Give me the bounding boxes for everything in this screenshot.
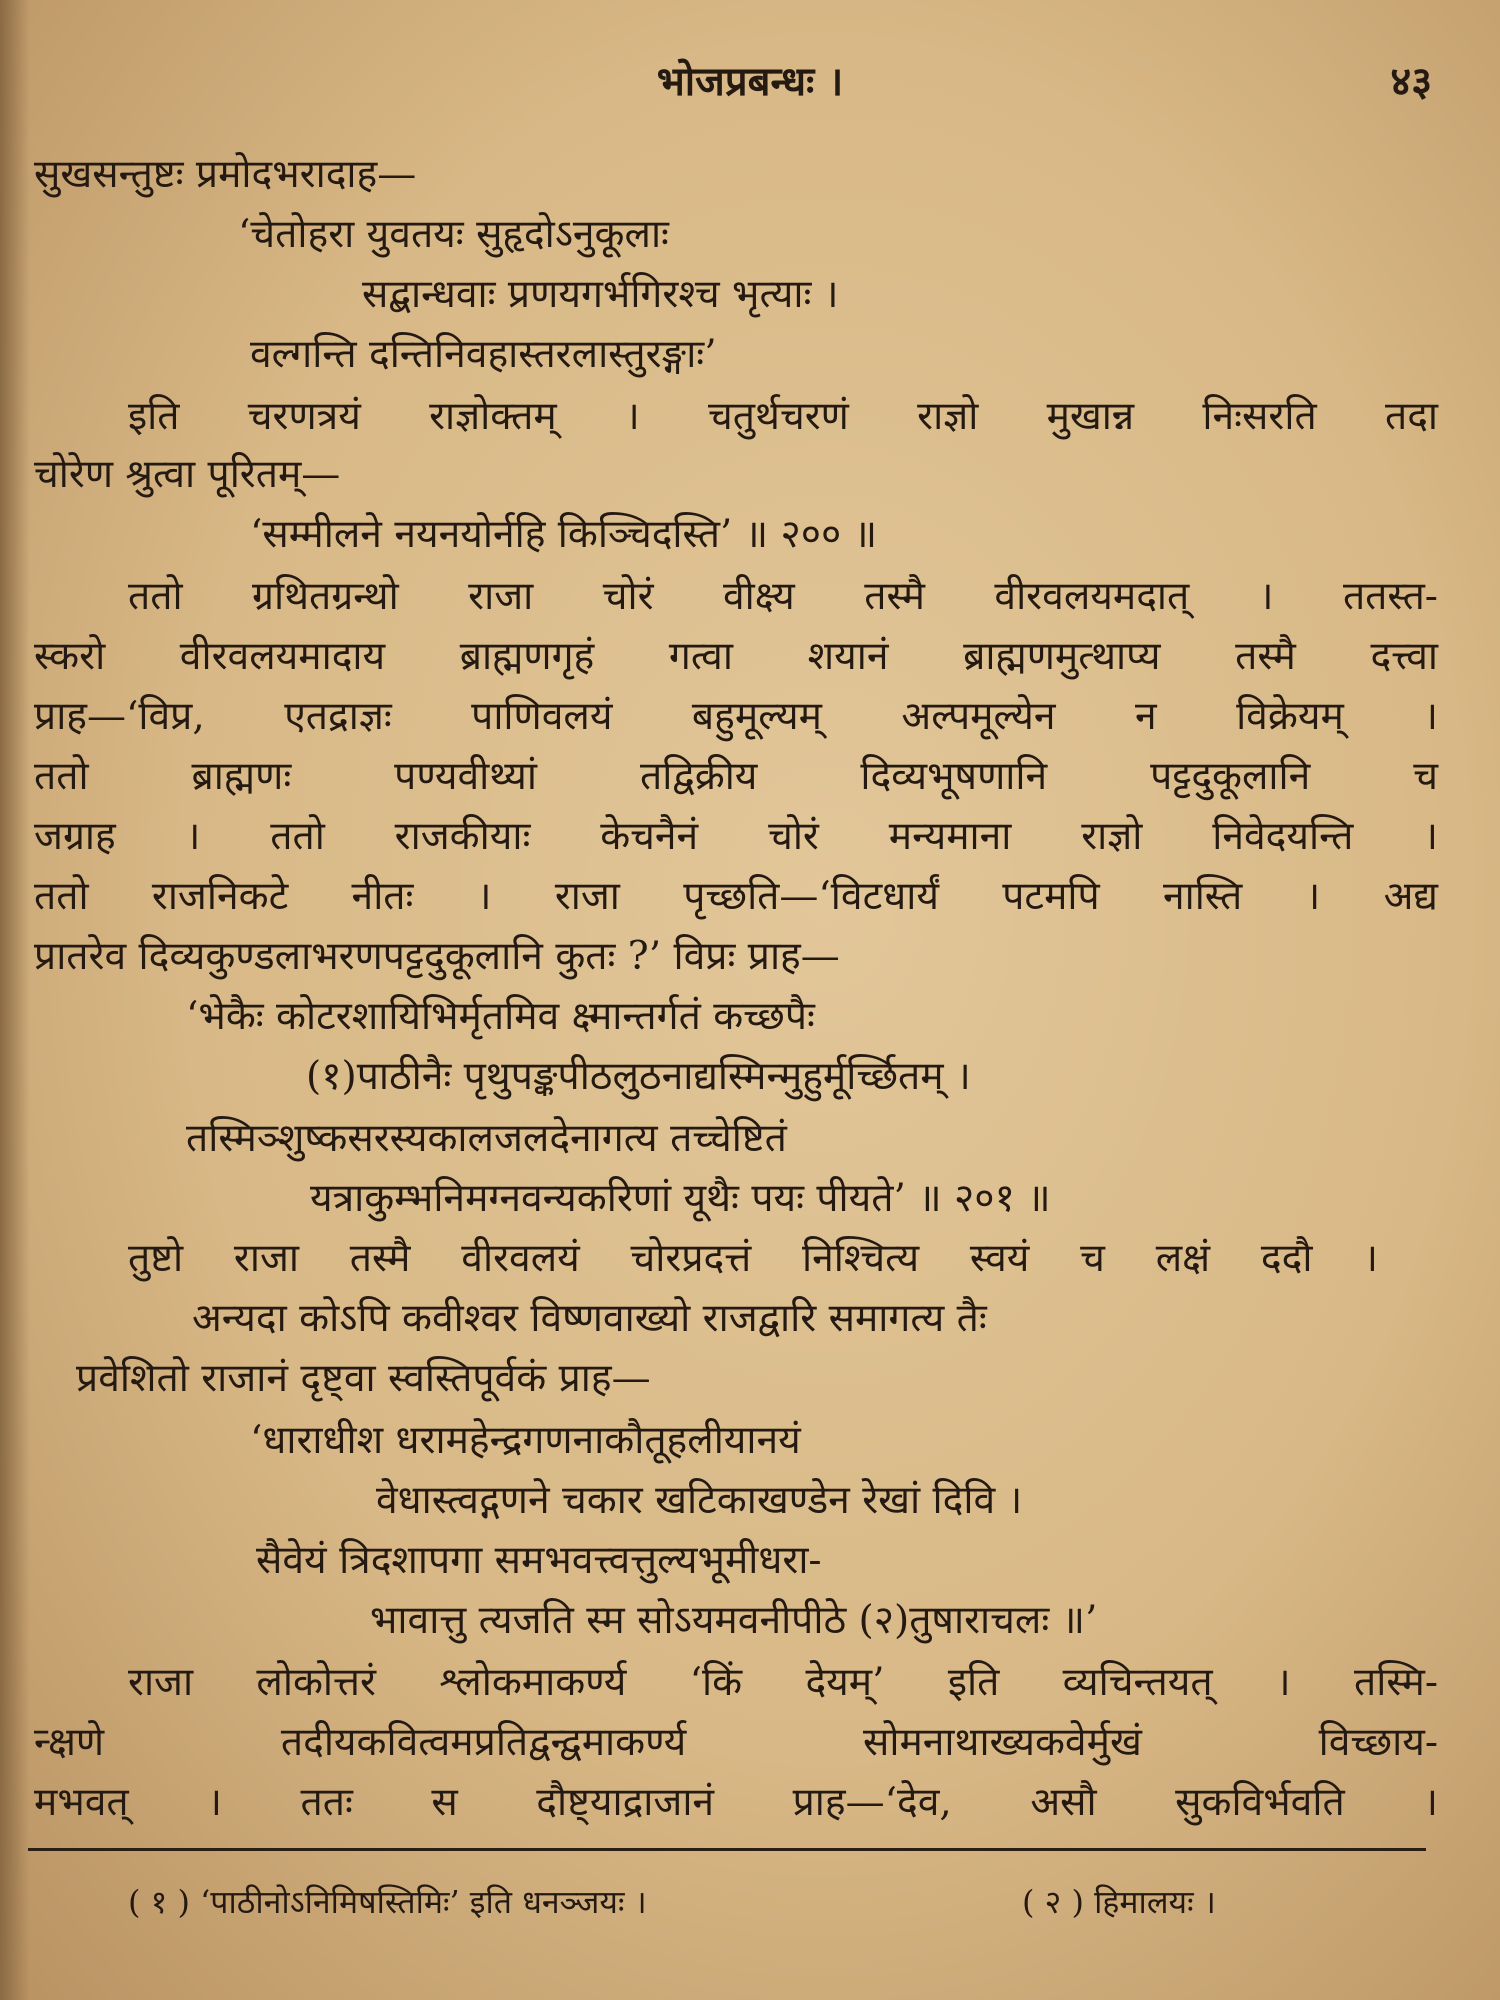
text-line: मभवत् । ततः स दौष्ट्याद्राजानं प्राह—‘देव, असौ सुकविर्भवति ।	[34, 1780, 1438, 1825]
footnote-2: ( २ ) हिमालयः ।	[1022, 1883, 1216, 1921]
verse-line: तस्मिञ्शुष्कसरस्यकालजलदेनागत्य तच्चेष्टितं	[186, 1116, 787, 1161]
text-line: ततो ब्राह्मणः पण्यवीथ्यां तद्विक्रीय दिव्यभूषणानि पट्टदुकूलानि च	[34, 754, 1438, 799]
footnote-1: ( १ ) ‘पाठीनोऽनिमिषस्तिमिः’ इति धनञ्जयः ।	[128, 1883, 647, 1921]
verse-line: वल्गन्ति दन्तिनिवहास्तरलास्तुरङ्गाः’	[250, 332, 717, 377]
footnote-divider	[28, 1848, 1426, 1851]
text-line: न्क्षणे तदीयकवित्वमप्रतिद्वन्द्वमाकर्ण्य सोमनाथाख्यकवेर्मुखं विच्छाय-	[34, 1720, 1438, 1765]
text-line: ततो ग्रथितग्रन्थो राजा चोरं वीक्ष्य तस्मै वीरवलयमदात् । ततस्त-	[128, 574, 1438, 619]
verse-line: ‘भेकैः कोटरशायिभिर्मृतमिव क्ष्मान्तर्गतं कच्छपैः	[186, 994, 815, 1039]
text-line: तुष्टो राजा तस्मै वीरवलयं चोरप्रदत्तं निश्चित्य स्वयं च लक्षं ददौ ।	[128, 1236, 1378, 1281]
text-line: प्रातरेव दिव्यकुण्डलाभरणपट्टदुकूलानि कुतः ?’ विप्रः प्राह—	[34, 934, 840, 979]
verse-line: सैवेयं त्रिदशापगा समभवत्त्वत्तुल्यभूमीधरा-	[256, 1538, 822, 1583]
page-spine-shadow	[0, 0, 30, 2000]
verse-line: सद्बान्धवाः प्रणयगर्भगिरश्च भृत्याः ।	[362, 272, 839, 317]
verse-line: ‘चेतोहरा युवतयः सुहृदोऽनुकूलाः	[238, 212, 669, 257]
text-line: सुखसन्तुष्टः प्रमोदभरादाह—	[34, 152, 417, 197]
running-header-title: भोजप्रबन्धः ।	[656, 58, 844, 105]
verse-line: भावात्तु त्यजति स्म सोऽयमवनीपीठे (२)तुषाराचलः ॥’	[370, 1598, 1098, 1643]
verse-line: यत्राकुम्भनिमग्नवन्यकरिणां यूथैः पयः पीयते’ ॥ २०१ ॥	[310, 1176, 1051, 1221]
page-number: ४३	[1390, 58, 1432, 105]
text-line: प्राह—‘विप्र, एतद्राज्ञः पाणिवलयं बहुमूल्यम् अल्पमूल्येन न विक्रेयम् ।	[34, 694, 1438, 739]
verse-line: वेधास्त्वद्गणने चकार खटिकाखण्डेन रेखां दिवि ।	[376, 1478, 1023, 1523]
text-line: ततो राजनिकटे नीतः । राजा पृच्छति—‘विटधार्यं पटमपि नास्ति । अद्य	[34, 874, 1438, 919]
verse-line: ‘सम्मीलने नयनयोर्नहि किञ्चिदस्ति’ ॥ २०० ॥	[250, 512, 878, 557]
text-line: जग्राह । ततो राजकीयाः केचनैनं चोरं मन्यमाना राज्ञो निवेदयन्ति ।	[34, 814, 1438, 859]
text-line: राजा लोकोत्तरं श्लोकमाकर्ण्य ‘किं देयम्’ इति व्यचिन्तयत् । तस्मि-	[128, 1660, 1438, 1705]
text-line: इति चरणत्रयं राज्ञोक्तम् । चतुर्थचरणं राज्ञो मुखान्न निःसरति तदा	[128, 394, 1438, 439]
verse-line: ‘धाराधीश धरामहेन्द्रगणनाकौतूहलीयानयं	[250, 1418, 801, 1463]
text-line: स्करो वीरवलयमादाय ब्राह्मणगृहं गत्वा शयानं ब्राह्मणमुत्थाप्य तस्मै दत्त्वा	[34, 634, 1438, 679]
verse-line: (१)पाठीनैः पृथुपङ्कपीठलुठनाद्यस्मिन्मुहुर्मूर्च्छितम् ।	[306, 1054, 971, 1099]
text-line: प्रवेशितो राजानं दृष्ट्वा स्वस्तिपूर्वकं प्राह—	[76, 1356, 651, 1401]
text-line: अन्यदा कोऽपि कवीश्वर विष्णवाख्यो राजद्वारि समागत्य तैः	[192, 1296, 987, 1341]
text-line: चोरेण श्रुत्वा पूरितम्—	[34, 452, 341, 497]
